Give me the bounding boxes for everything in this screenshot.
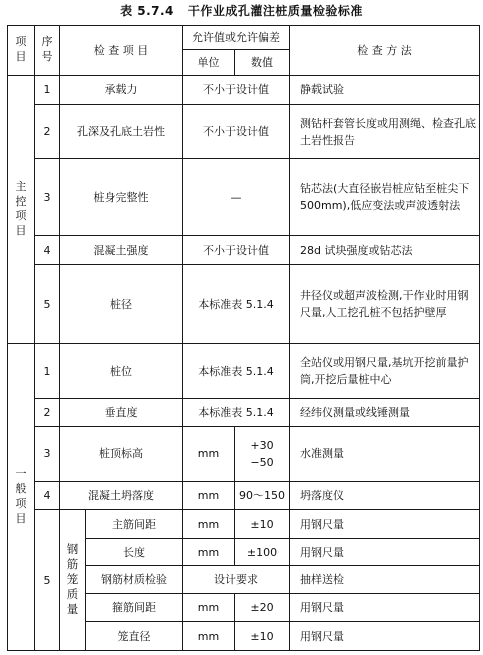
row-unit: mm <box>183 538 235 565</box>
row-seq: 3 <box>35 426 60 481</box>
row-value: ±10 <box>235 510 290 539</box>
row-item: 桩径 <box>60 264 183 343</box>
row-method: 坍落度仪 <box>290 481 480 510</box>
row-value: ±20 <box>235 593 290 622</box>
row-item: 孔深及孔底土岩性 <box>60 105 183 159</box>
row-method: 经纬仪测量或线锤测量 <box>290 399 480 426</box>
row-item: 混凝土坍落度 <box>60 481 183 510</box>
row-allowance: 不小于设计值 <box>183 75 290 105</box>
row-item: 桩位 <box>60 344 183 399</box>
row-seq: 2 <box>35 399 60 426</box>
row-method: 井径仪或超声波检测,干作业时用钢尺量,人工挖孔桩不包括护壁厚 <box>290 264 480 343</box>
header-allowance: 允许值或允许偏差 <box>183 26 290 50</box>
header-unit: 单位 <box>183 50 235 75</box>
row-unit: mm <box>183 510 235 539</box>
row-seq: 1 <box>35 344 60 399</box>
group-main: 主控项目 <box>8 75 35 344</box>
row-unit: mm <box>183 593 235 622</box>
row-method: 用钢尺量 <box>290 538 480 565</box>
group-cage: 钢筋笼质量 <box>60 510 86 651</box>
row-method: 全站仪或用钢尺量,基坑开挖前量护筒,开挖后量桩中心 <box>290 344 480 399</box>
table-row <box>8 75 480 105</box>
header-value: 数值 <box>235 50 290 75</box>
header-method: 检 查 方 法 <box>290 26 480 76</box>
row-item: 长度 <box>86 538 183 565</box>
row-seq: 4 <box>35 236 60 265</box>
table-row <box>8 159 480 236</box>
table-row <box>8 105 480 159</box>
header-row <box>8 26 480 50</box>
row-seq: 4 <box>35 481 60 510</box>
row-allowance: 设计要求 <box>183 566 290 593</box>
table-row <box>8 426 480 481</box>
table-row <box>8 481 480 510</box>
row-allowance: 本标准表 5.1.4 <box>183 264 290 343</box>
row-method: 静载试验 <box>290 75 480 105</box>
row-allowance: 不小于设计值 <box>183 105 290 159</box>
row-seq: 2 <box>35 105 60 159</box>
header-check-item: 检 查 项 目 <box>60 26 183 76</box>
row-unit: mm <box>183 481 235 510</box>
row-item: 箍筋间距 <box>86 593 183 622</box>
row-unit: mm <box>183 622 235 651</box>
table-row <box>8 264 480 343</box>
row-method: 水准测量 <box>290 426 480 481</box>
row-method: 抽样送检 <box>290 566 480 593</box>
header-seq: 序号 <box>35 26 60 76</box>
row-method: 用钢尺量 <box>290 622 480 651</box>
value-upper: +30 <box>250 438 274 452</box>
row-unit: mm <box>183 426 235 481</box>
row-item: 桩身完整性 <box>60 159 183 236</box>
row-seq: 1 <box>35 75 60 105</box>
row-method: 钻芯法(大直径嵌岩桩应钻至桩尖下 500mm),低应变法或声波透射法 <box>290 159 480 236</box>
row-seq: 3 <box>35 159 60 236</box>
row-item: 混凝土强度 <box>60 236 183 265</box>
table-title <box>0 2 483 19</box>
row-value: ±10 <box>235 622 290 651</box>
row-method: 28d 试块强度或钻芯法 <box>290 236 480 265</box>
row-value: 90～150 <box>235 481 290 510</box>
table-row <box>8 236 480 265</box>
header-item: 项目 <box>8 26 35 76</box>
row-item: 主筋间距 <box>86 510 183 539</box>
table-caption: 干作业成孔灌注桩质量检验标准 <box>187 4 363 18</box>
row-item: 桩顶标高 <box>60 426 183 481</box>
row-item: 垂直度 <box>60 399 183 426</box>
group-general: 一般项目 <box>8 344 35 651</box>
row-value <box>235 426 290 481</box>
row-item: 钢筋材质检验 <box>86 566 183 593</box>
table-row <box>8 344 480 399</box>
table-row <box>8 399 480 426</box>
row-item: 笼直径 <box>86 622 183 651</box>
table-number: 表 5.7.4 <box>120 4 174 18</box>
row-allowance: 本标准表 5.1.4 <box>183 344 290 399</box>
value-lower: −50 <box>250 455 274 469</box>
quality-inspection-table <box>7 25 480 651</box>
row-allowance: 本标准表 5.1.4 <box>183 399 290 426</box>
table-row <box>8 510 480 539</box>
row-allowance: — <box>183 159 290 236</box>
row-method: 用钢尺量 <box>290 593 480 622</box>
row-allowance: 不小于设计值 <box>183 236 290 265</box>
row-seq: 5 <box>35 510 60 651</box>
row-method: 用钢尺量 <box>290 510 480 539</box>
row-item: 承载力 <box>60 75 183 105</box>
row-value: ±100 <box>235 538 290 565</box>
row-seq: 5 <box>35 264 60 343</box>
row-method: 测钻杆套管长度或用测绳、检查孔底土岩性报告 <box>290 105 480 159</box>
